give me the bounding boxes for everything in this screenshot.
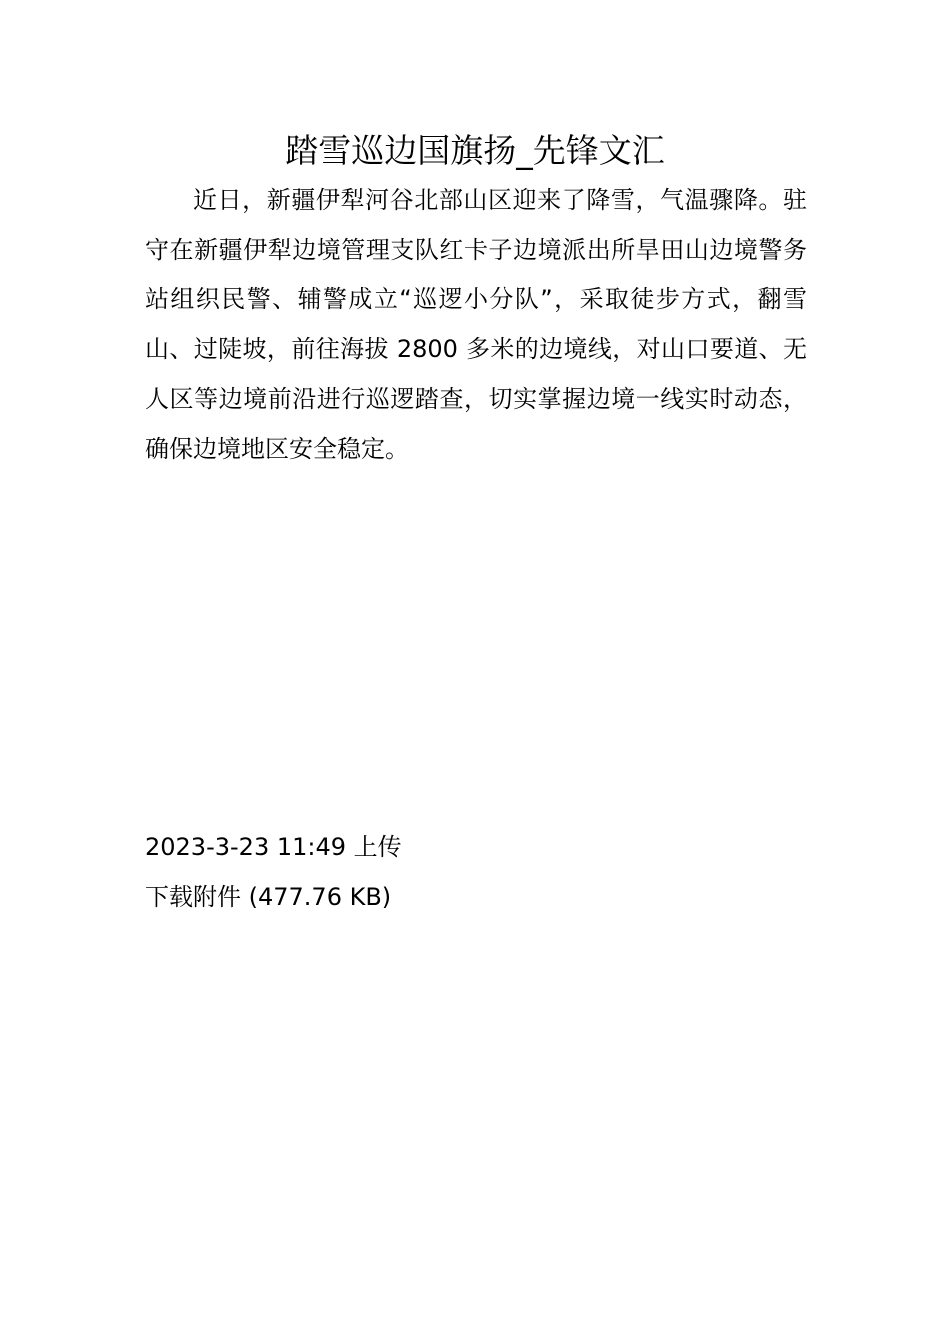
download-attachment-link[interactable]: 下载附件 (477.76 KB) <box>145 883 392 911</box>
page-title: 踏雪巡边国旗扬_先锋文汇 <box>285 131 665 170</box>
article-paragraph: 近日，新疆伊犁河谷北部山区迎来了降雪，气温骤降。驻守在新疆伊犁边境管理支队红卡子边境派出所旱田山边境警务站组织民警、辅警成立“巡逻小分队”，采取徒步方式，翻雪山、过陡坡，前往海拔 2800 多米的边境线，对山口要道、无人区等边境前沿进行巡逻踏查，切实掌握边境一线实时动态，确保边境地区安全稳定。 <box>145 186 807 463</box>
upload-timestamp: 2023-3-23 11:49 上传 <box>145 833 402 861</box>
